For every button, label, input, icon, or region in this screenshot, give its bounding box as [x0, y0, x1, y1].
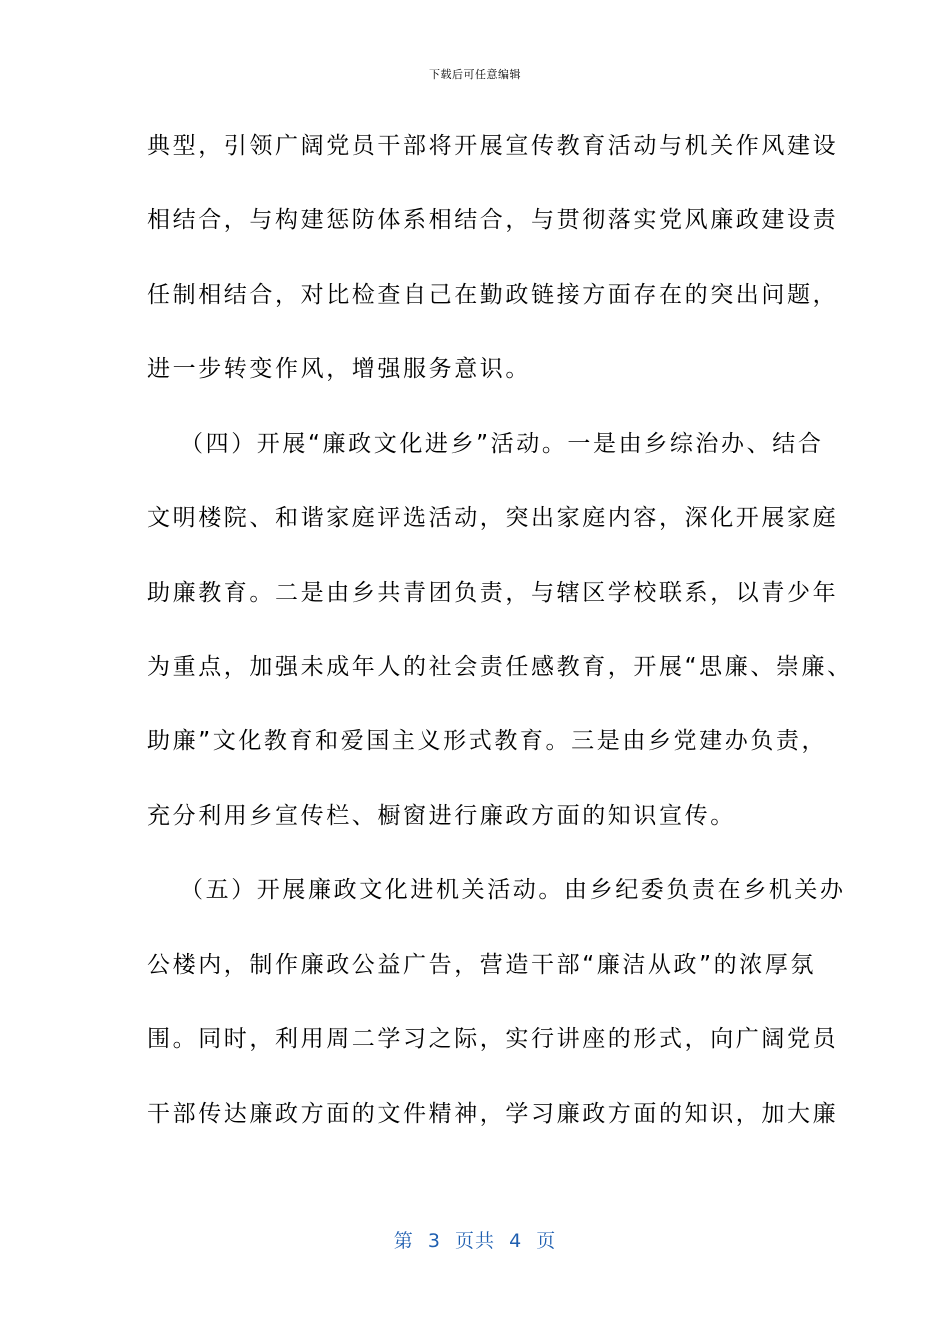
text-line: 助廉教育。二是由乡共青团负责，与辖区学校联系，以青少年: [147, 580, 839, 606]
text-line: 为重点，加强未成年人的社会责任感教育，开展“思廉、崇廉、: [147, 654, 853, 680]
header-note: 下载后可任意编辑: [429, 68, 521, 81]
text-line: 典型，引领广阔党员干部将开展宣传教育活动与机关作风建设: [147, 133, 839, 159]
paragraph-first-line: （四）开展“廉政文化进乡”活动。一是由乡综治办、结合: [180, 431, 824, 457]
text-line: 进一步转变作风，增强服务意识。: [147, 356, 531, 382]
text-line: 干部传达廉政方面的文件精神，学习廉政方面的知识，加大廉: [147, 1101, 839, 1127]
text-line: 围。同时，利用周二学习之际，实行讲座的形式，向广阔党员: [147, 1026, 839, 1052]
text-line: 任制相结合，对比检查自己在勤政链接方面存在的突出问题，: [147, 282, 839, 308]
text-line: 充分利用乡宣传栏、橱窗进行廉政方面的知识宣传。: [147, 803, 736, 829]
page-number: 第 3 页共 4 页: [393, 1230, 557, 1252]
paragraph-first-line: （五）开展廉政文化进机关活动。由乡纪委负责在乡机关办: [180, 877, 846, 903]
text-line: 文明楼院、和谐家庭评选活动，突出家庭内容，深化开展家庭: [147, 505, 839, 531]
text-line: 助廉”文化教育和爱国主义形式教育。三是由乡党建办负责，: [147, 728, 828, 754]
text-line: 公楼内，制作廉政公益广告，营造干部“廉洁从政”的浓厚氛: [147, 952, 817, 978]
text-line: 相结合，与构建惩防体系相结合，与贯彻落实党风廉政建设责: [147, 207, 839, 233]
